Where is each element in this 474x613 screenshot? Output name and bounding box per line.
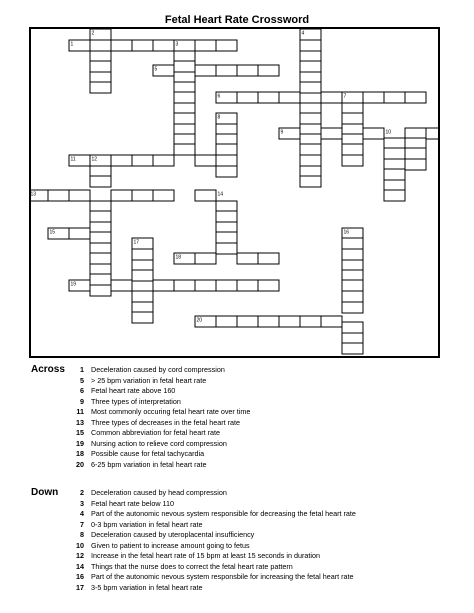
- grid-cell[interactable]: [153, 280, 174, 291]
- grid-cell[interactable]: [405, 148, 426, 159]
- grid-cell[interactable]: [90, 211, 111, 222]
- clue-number: 16: [76, 572, 84, 581]
- clue-text: Deceleration caused by uteroplacental insufficiency: [91, 530, 255, 539]
- grid-cell[interactable]: [300, 72, 321, 83]
- clue-number: 13: [76, 417, 84, 427]
- grid-clue-number: 15: [49, 229, 56, 236]
- grid-cell[interactable]: [174, 92, 195, 103]
- grid-cell[interactable]: [342, 249, 363, 260]
- grid-cell[interactable]: [237, 253, 258, 264]
- grid-cell[interactable]: [342, 260, 363, 271]
- grid-cell[interactable]: [174, 82, 195, 93]
- clue-text: Part of the autonomic nevous system responsible for decreasing the fetal heart rate: [91, 509, 356, 518]
- grid-cell[interactable]: [426, 128, 438, 139]
- clue-number: 9: [80, 396, 84, 406]
- grid-cell[interactable]: [300, 113, 321, 124]
- page-title: Fetal Heart Rate Crossword: [164, 14, 310, 26]
- grid-cell[interactable]: [258, 253, 279, 264]
- grid-cell[interactable]: [384, 169, 405, 180]
- grid-cell[interactable]: [111, 280, 132, 291]
- grid-cell[interactable]: [111, 40, 132, 51]
- grid-cell[interactable]: [342, 144, 363, 155]
- clue-text: Deceleration caused by cord compression: [91, 365, 225, 374]
- clue-text: Three types of decreases in the fetal heart rate: [91, 417, 241, 427]
- grid-cell[interactable]: [195, 253, 216, 264]
- grid-cell[interactable]: [90, 243, 111, 254]
- grid-cell[interactable]: [258, 65, 279, 76]
- clue-text: Part of the autonomic nevous system responsbile for increasing the fetal heart rate: [91, 572, 354, 581]
- grid-cell[interactable]: [237, 92, 258, 103]
- grid-cell[interactable]: [90, 40, 111, 51]
- grid-cell[interactable]: [342, 238, 363, 249]
- clue-number: 10: [76, 540, 84, 550]
- grid-clue-number: 8: [217, 114, 221, 121]
- grid-cell[interactable]: [363, 92, 384, 103]
- clue-text: Fetal heart rate above 160: [91, 386, 176, 395]
- grid-clue-number: 17: [133, 239, 140, 246]
- grid-cell[interactable]: [111, 190, 132, 201]
- grid-cell[interactable]: [132, 291, 153, 302]
- grid-cell[interactable]: [48, 190, 69, 201]
- grid-cell[interactable]: [216, 243, 237, 254]
- clue-text: Given to patient to increase amount going to fetus: [91, 540, 250, 550]
- grid-cell[interactable]: [300, 103, 321, 114]
- grid-clue-number: 11: [70, 156, 76, 163]
- grid-cell[interactable]: [279, 92, 300, 103]
- clue-number: 6: [80, 386, 84, 395]
- grid-cell[interactable]: [69, 190, 90, 201]
- grid-cell[interactable]: [195, 190, 216, 201]
- clue-number: 4: [80, 509, 84, 518]
- grid-cell[interactable]: [195, 280, 216, 291]
- grid-clue-number: 7: [343, 93, 347, 100]
- grid-cell[interactable]: [90, 201, 111, 212]
- grid-cell[interactable]: [405, 138, 426, 149]
- grid-cell[interactable]: [174, 51, 195, 62]
- grid-cell[interactable]: [342, 333, 363, 344]
- grid-cell[interactable]: [342, 113, 363, 124]
- clue-text: Fetal heart rate below 110: [91, 498, 174, 508]
- grid-cell[interactable]: [132, 155, 153, 166]
- grid-cell[interactable]: [153, 40, 174, 51]
- grid-cell[interactable]: [342, 124, 363, 135]
- clue-text: Three types of interpretation: [91, 396, 181, 406]
- grid-cell[interactable]: [69, 228, 90, 239]
- clue-text: 6-25 bpm variation in fetal heart rate: [91, 459, 207, 469]
- clue-number: 14: [76, 561, 84, 571]
- grid-cell[interactable]: [258, 92, 279, 103]
- grid-cell[interactable]: [300, 124, 321, 135]
- grid-cell[interactable]: [195, 65, 216, 76]
- grid-clue-number: 14: [217, 191, 224, 198]
- clue-text: 3-5 bpm variation in fetal heart rate: [91, 582, 203, 592]
- clue-text: Nursing action to relieve cord compression: [91, 438, 227, 448]
- clue-number: 12: [76, 551, 84, 560]
- grid-cell[interactable]: [195, 155, 216, 166]
- grid-cell[interactable]: [405, 128, 426, 139]
- clue-text: Things that the nurse does to correct the fetal heart rate pattern: [91, 561, 293, 571]
- grid-cell[interactable]: [153, 155, 174, 166]
- grid-cell[interactable]: [216, 211, 237, 222]
- grid-clue-number: 6: [217, 93, 221, 100]
- grid-cell[interactable]: [90, 264, 111, 275]
- grid-cell[interactable]: [258, 316, 279, 327]
- grid-clue-number: 4: [301, 30, 305, 37]
- grid-cell[interactable]: [405, 159, 426, 170]
- grid-clue-number: 2: [91, 30, 95, 37]
- grid-cell[interactable]: [90, 222, 111, 233]
- grid-cell[interactable]: [237, 280, 258, 291]
- grid-cell[interactable]: [132, 270, 153, 281]
- grid-cell[interactable]: [132, 190, 153, 201]
- crossword-grid-cells: [31, 29, 438, 356]
- clue-number: 1: [80, 365, 84, 374]
- grid-cell[interactable]: [384, 159, 405, 170]
- grid-cell[interactable]: [279, 316, 300, 327]
- grid-cell[interactable]: [300, 316, 321, 327]
- grid-cell[interactable]: [321, 92, 342, 103]
- grid-cell[interactable]: [174, 103, 195, 114]
- grid-clue-number: 16: [343, 229, 350, 236]
- clue-text: Possible cause for fetal tachycardia: [91, 449, 205, 458]
- grid-cell[interactable]: [132, 302, 153, 313]
- grid-cell[interactable]: [132, 249, 153, 260]
- across-heading: Across: [31, 364, 65, 375]
- grid-cell[interactable]: [321, 128, 342, 139]
- grid-cell[interactable]: [216, 65, 237, 76]
- grid-cell[interactable]: [321, 316, 342, 327]
- grid-cell[interactable]: [216, 201, 237, 212]
- grid-cell[interactable]: [90, 82, 111, 93]
- grid-cell[interactable]: [216, 280, 237, 291]
- grid-cell[interactable]: [342, 103, 363, 114]
- grid-clue-number: 19: [70, 281, 77, 288]
- clue-number: 2: [80, 488, 84, 497]
- grid-cell[interactable]: [342, 134, 363, 145]
- grid-cell[interactable]: [216, 166, 237, 177]
- grid-cell[interactable]: [90, 285, 111, 296]
- grid-cell[interactable]: [405, 92, 426, 103]
- clue-number: 15: [76, 428, 84, 437]
- grid-cell[interactable]: [153, 190, 174, 201]
- grid-cell[interactable]: [237, 316, 258, 327]
- grid-cell[interactable]: [174, 72, 195, 83]
- grid-cell[interactable]: [300, 176, 321, 187]
- clue-number: 5: [80, 375, 84, 385]
- grid-cell[interactable]: [384, 180, 405, 191]
- grid-clue-number: 3: [175, 41, 179, 48]
- grid-cell[interactable]: [384, 92, 405, 103]
- grid-cell[interactable]: [216, 316, 237, 327]
- grid-cell[interactable]: [90, 253, 111, 264]
- grid-cell[interactable]: [300, 155, 321, 166]
- grid-cell[interactable]: [300, 134, 321, 145]
- grid-cell[interactable]: [300, 166, 321, 177]
- grid-cell[interactable]: [300, 82, 321, 93]
- grid-cell[interactable]: [216, 155, 237, 166]
- crossword-grid: [29, 27, 440, 358]
- clue-number: 19: [76, 438, 84, 448]
- grid-cell[interactable]: [132, 260, 153, 271]
- grid-cell[interactable]: [90, 176, 111, 187]
- grid-cell[interactable]: [384, 138, 405, 149]
- clue-number: 20: [76, 459, 84, 469]
- grid-cell[interactable]: [342, 270, 363, 281]
- clue-number: 17: [76, 582, 84, 592]
- grid-clue-number: 1: [70, 41, 74, 48]
- grid-cell[interactable]: [132, 312, 153, 323]
- clue-text: Common abbreviation for fetal heart rate: [91, 428, 221, 437]
- grid-cell[interactable]: [216, 232, 237, 243]
- grid-cell[interactable]: [342, 343, 363, 354]
- grid-clue-number: 12: [91, 156, 98, 163]
- grid-cell[interactable]: [342, 302, 363, 313]
- grid-clue-number: 13: [31, 191, 37, 198]
- clue-text: 0-3 bpm variation in fetal heart rate: [91, 519, 203, 529]
- grid-cell[interactable]: [216, 222, 237, 233]
- grid-cell[interactable]: [90, 166, 111, 177]
- clue-number: 18: [76, 449, 84, 458]
- grid-clue-number: 10: [385, 129, 392, 136]
- grid-cell[interactable]: [216, 144, 237, 155]
- clue-number: 3: [80, 498, 84, 508]
- clue-text: Most commonly occuring fetal heart rate over time: [91, 407, 251, 416]
- clue-text: > 25 bpm variation in fetal heart rate: [91, 375, 207, 385]
- clue-number: 7: [80, 519, 84, 529]
- down-heading: Down: [31, 487, 59, 498]
- grid-cell[interactable]: [195, 40, 216, 51]
- grid-cell[interactable]: [342, 291, 363, 302]
- grid-cell[interactable]: [363, 128, 384, 139]
- grid-cell[interactable]: [300, 40, 321, 51]
- grid-cell[interactable]: [300, 51, 321, 62]
- grid-cell[interactable]: [90, 51, 111, 62]
- clue-text: Increase in the fetal heart rate of 15 bpm at least 15 seconds in duration: [91, 551, 320, 560]
- grid-cell[interactable]: [174, 61, 195, 72]
- grid-cell[interactable]: [90, 72, 111, 83]
- grid-cell[interactable]: [300, 144, 321, 155]
- grid-cell[interactable]: [342, 322, 363, 333]
- grid-cell[interactable]: [174, 124, 195, 135]
- grid-cell[interactable]: [90, 274, 111, 285]
- grid-cell[interactable]: [237, 65, 258, 76]
- grid-cell[interactable]: [342, 155, 363, 166]
- grid-cell[interactable]: [342, 280, 363, 291]
- grid-cell[interactable]: [384, 190, 405, 201]
- grid-clue-number: 5: [154, 66, 158, 73]
- grid-cell[interactable]: [132, 40, 153, 51]
- grid-clue-number: 18: [175, 254, 182, 261]
- grid-cell[interactable]: [174, 144, 195, 155]
- grid-cell[interactable]: [174, 113, 195, 124]
- grid-cell[interactable]: [216, 134, 237, 145]
- grid-cell[interactable]: [216, 40, 237, 51]
- grid-cell[interactable]: [90, 61, 111, 72]
- grid-cell[interactable]: [384, 148, 405, 159]
- grid-clue-number: 9: [280, 129, 284, 136]
- grid-cell[interactable]: [258, 280, 279, 291]
- grid-cell[interactable]: [174, 134, 195, 145]
- grid-cell[interactable]: [90, 232, 111, 243]
- clue-text: Deceleration caused by head compression: [91, 488, 227, 497]
- grid-cell[interactable]: [111, 155, 132, 166]
- grid-cell[interactable]: [300, 61, 321, 72]
- clue-number: 11: [76, 407, 84, 416]
- grid-clue-number: 20: [196, 317, 203, 324]
- clue-number: 8: [80, 530, 84, 539]
- grid-cell[interactable]: [174, 280, 195, 291]
- grid-cell[interactable]: [216, 124, 237, 135]
- grid-cell[interactable]: [300, 92, 321, 103]
